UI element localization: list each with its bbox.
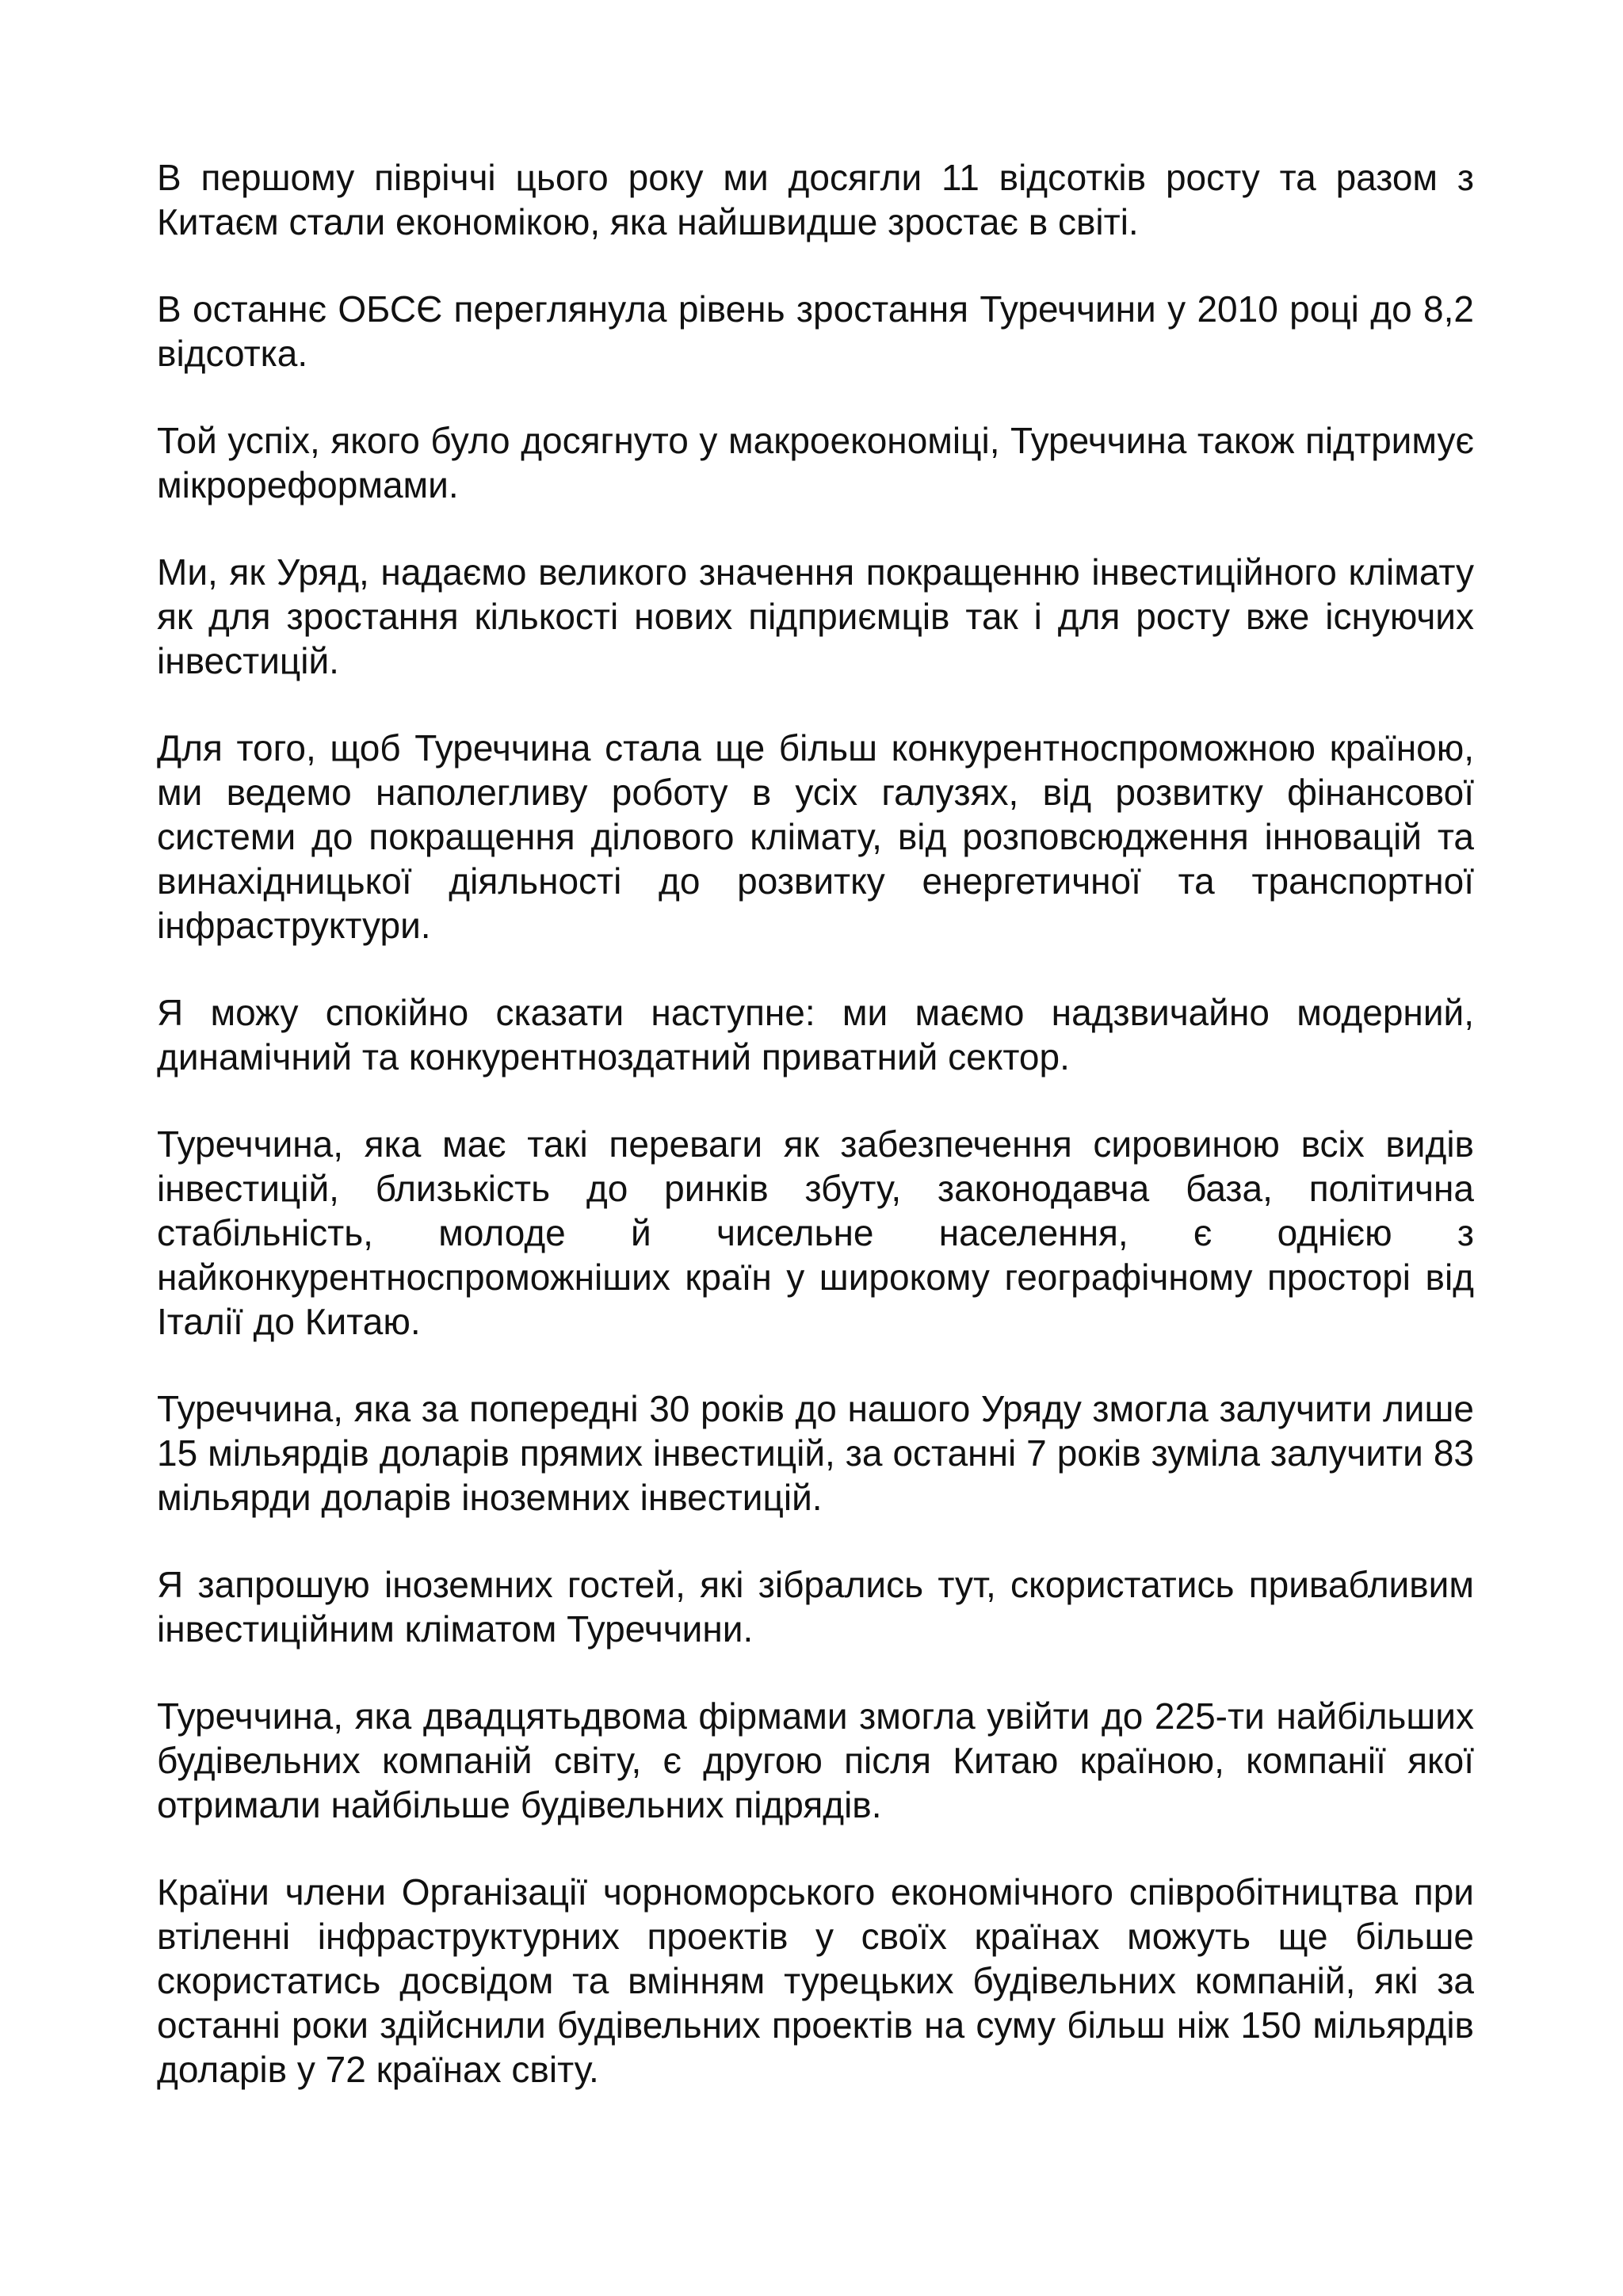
paragraph-3: Той успіх, якого було досягнуто у макроекономіці, Туреччина також підтримує мікрореформами. xyxy=(157,420,1474,505)
paragraph-10: Туреччина, яка двадцятьдвома фірмами змогла увійти до 225-ти найбільших будівельних компаній світу, є другою після Китаю країною, компанії якої отримали найбільше будівельних підрядів. xyxy=(157,1695,1474,1825)
paragraph-7: Туреччина, яка має такі переваги як забезпечення сировиною всіх видів інвестицій, близькість до ринків збуту, законодавча база, політична стабільність, молоде й чисельне населення, є однією з найконкурентноспроможніших країн у широкому географічному просторі від Італії до Китаю. xyxy=(157,1123,1474,1342)
paragraph-5: Для того, щоб Туреччина стала ще більш конкурентноспроможною країною, ми ведемо наполегливу роботу в усіх галузях, від розвитку фінансової системи до покращення ділового клімату, від розповсюдження інновацій та винахідницької діяльності до розвитку енергетичної та транспортної інфраструктури. xyxy=(157,727,1474,946)
paragraph-9: Я запрошую іноземних гостей, які зібрались тут, скористатись привабливим інвестиційним кліматом Туреччини. xyxy=(157,1564,1474,1650)
document-body xyxy=(157,155,1474,2134)
paragraph-6: Я можу спокійно сказати наступне: ми маємо надзвичайно модерний, динамічний та конкурентноздатний приватний сектор. xyxy=(157,992,1474,1077)
paragraph-4: Ми, як Уряд, надаємо великого значення покращенню інвестиційного клімату як для зростання кількості нових підприємців так і для росту вже існуючих інвестицій. xyxy=(157,551,1474,681)
paragraph-2: В останнє ОБСЄ переглянула рівень зростання Туреччини у 2010 році до 8,2 відсотка. xyxy=(157,288,1474,374)
paragraph-8: Туреччина, яка за попередні 30 років до нашого Уряду змогла залучити лише 15 мільярдів доларів прямих інвестицій, за останні 7 років зуміла залучити 83 мільярди доларів іноземних інвестицій. xyxy=(157,1388,1474,1518)
paragraph-11: Країни члени Організації чорноморського економічного співробітництва при втіленні інфраструктурних проектів у своїх країнах можуть ще більше скористатись досвідом та вмінням турецьких будівельних компаній, які за останні роки здійснили будівельних проектів на суму більш ніж 150 мільярдів доларів у 72 країнах світу. xyxy=(157,1871,1474,2090)
paragraph-1: В першому півріччі цього року ми досягли 11 відсотків росту та разом з Китаєм стали економікою, яка найшвидше зростає в світі. xyxy=(157,157,1474,242)
